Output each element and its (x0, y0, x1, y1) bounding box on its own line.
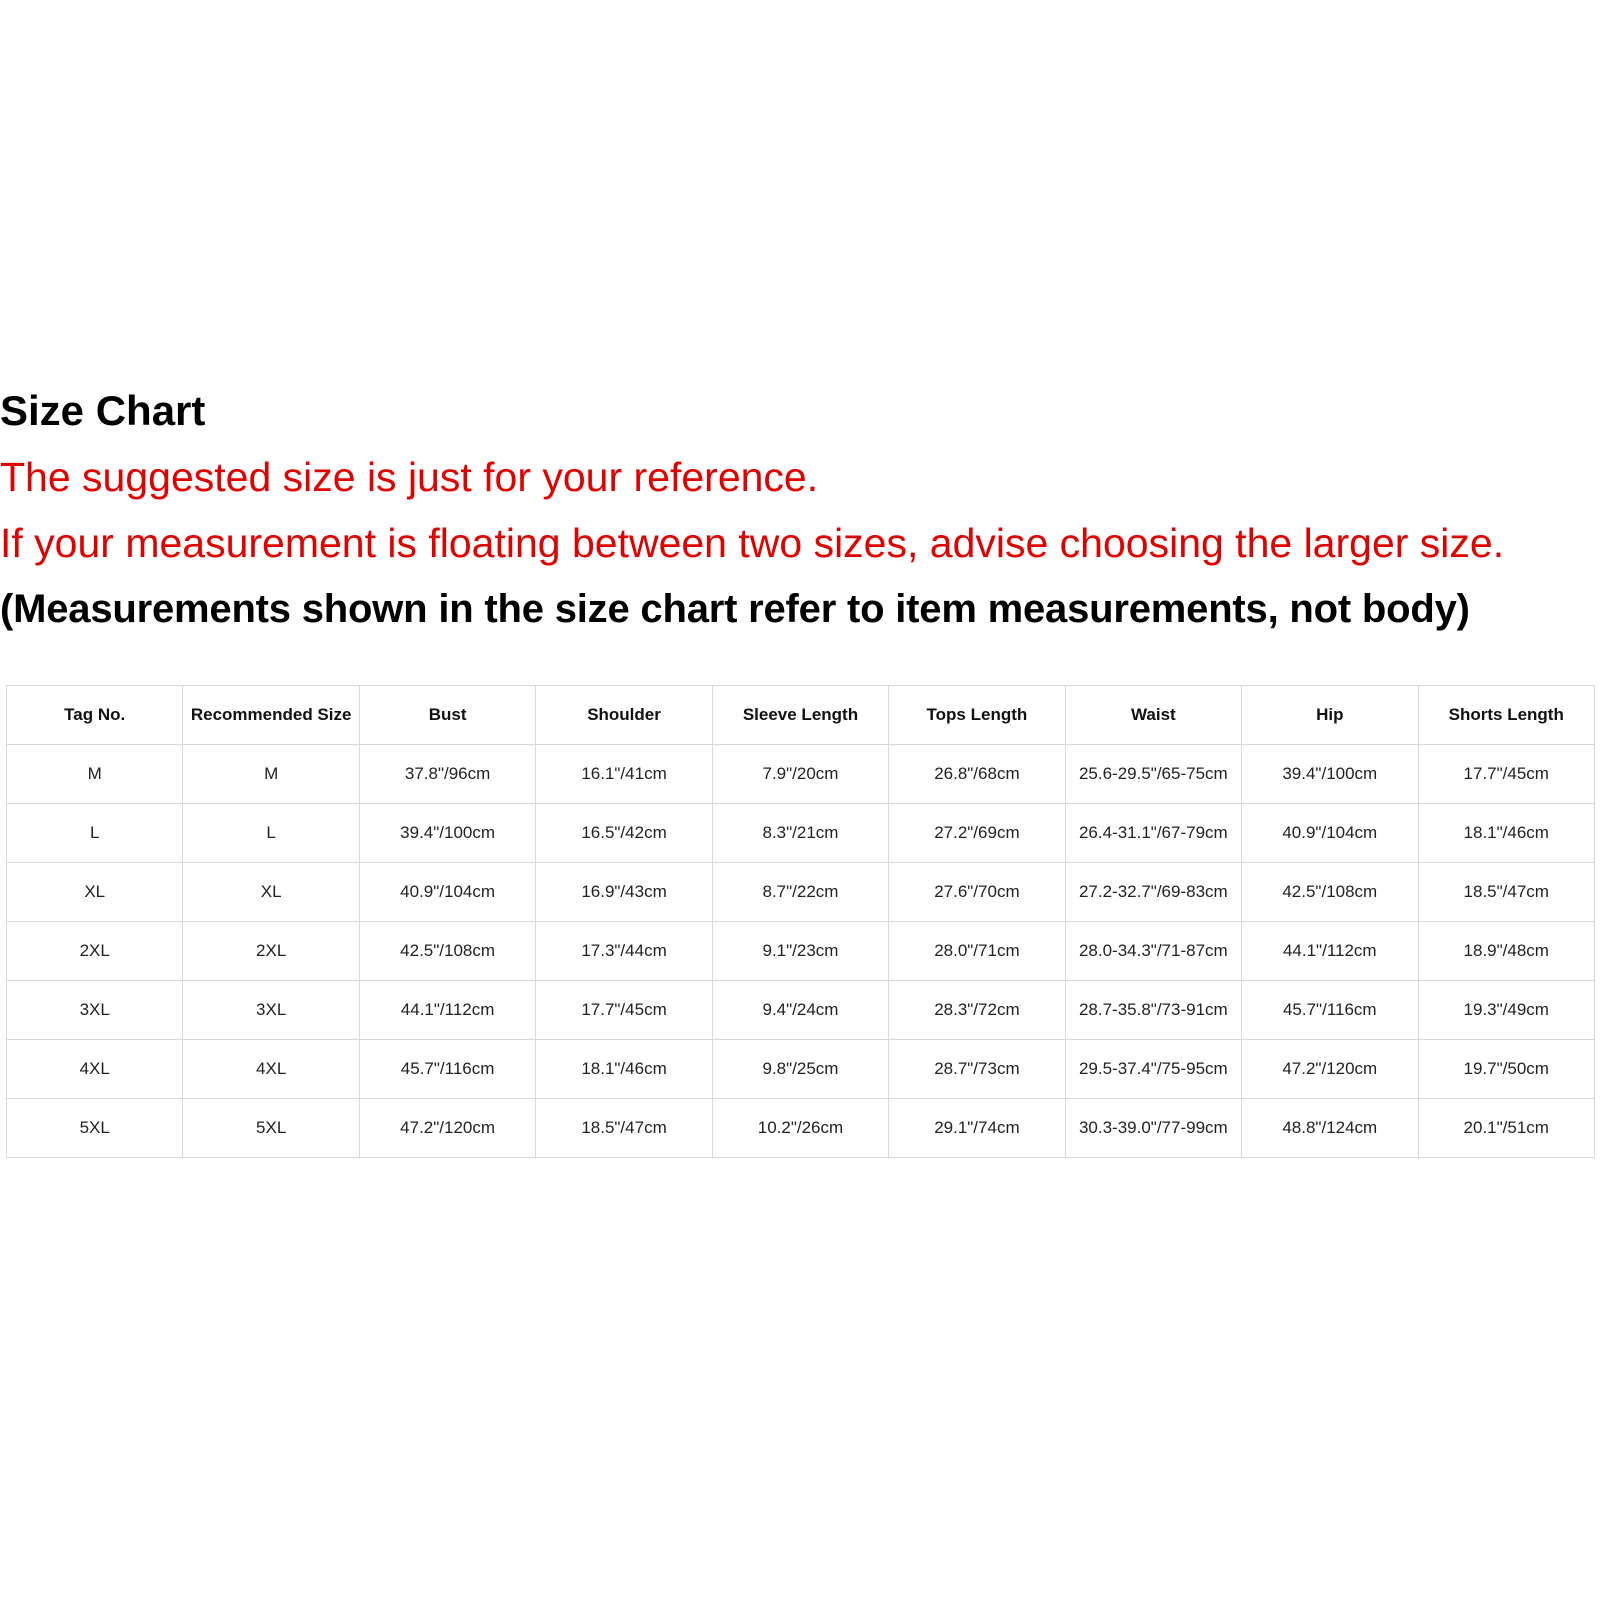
table-cell: 26.8"/68cm (889, 745, 1065, 804)
table-cell: 44.1"/112cm (1242, 922, 1418, 981)
table-cell: 27.2-32.7"/69-83cm (1065, 863, 1241, 922)
size-table-container (6, 685, 1595, 1158)
table-cell: 18.1"/46cm (1418, 804, 1595, 863)
table-cell: 25.6-29.5"/65-75cm (1065, 745, 1241, 804)
table-cell: 26.4-31.1"/67-79cm (1065, 804, 1241, 863)
table-cell: 4XL (7, 1040, 183, 1099)
table-cell: 8.7"/22cm (712, 863, 888, 922)
table-cell: 40.9"/104cm (359, 863, 535, 922)
table-cell: 28.0-34.3"/71-87cm (1065, 922, 1241, 981)
sizing-advice: If your measurement is floating between two sizes, advise choosing the larger size. (0, 520, 1505, 566)
table-cell: XL (183, 863, 359, 922)
table-row (7, 745, 1595, 804)
table-cell: 16.5"/42cm (536, 804, 712, 863)
table-cell: 20.1"/51cm (1418, 1099, 1595, 1158)
table-cell: 27.2"/69cm (889, 804, 1065, 863)
column-header-tops-length: Tops Length (889, 686, 1065, 745)
table-row (7, 804, 1595, 863)
table-cell: 40.9"/104cm (1242, 804, 1418, 863)
table-cell: 42.5"/108cm (1242, 863, 1418, 922)
table-cell: 45.7"/116cm (1242, 981, 1418, 1040)
table-cell: 2XL (183, 922, 359, 981)
table-cell: 39.4"/100cm (1242, 745, 1418, 804)
table-cell: 29.1"/74cm (889, 1099, 1065, 1158)
table-row (7, 1099, 1595, 1158)
table-cell: 8.3"/21cm (712, 804, 888, 863)
table-cell: 28.7-35.8"/73-91cm (1065, 981, 1241, 1040)
table-row (7, 981, 1595, 1040)
column-header-sleeve-length: Sleeve Length (712, 686, 888, 745)
table-cell: 28.7"/73cm (889, 1040, 1065, 1099)
table-cell: 18.5"/47cm (536, 1099, 712, 1158)
table-cell: 47.2"/120cm (1242, 1040, 1418, 1099)
table-cell: M (183, 745, 359, 804)
table-cell: 17.7"/45cm (536, 981, 712, 1040)
table-cell: 28.3"/72cm (889, 981, 1065, 1040)
column-header-bust: Bust (359, 686, 535, 745)
table-cell: 47.2"/120cm (359, 1099, 535, 1158)
table-cell: 17.3"/44cm (536, 922, 712, 981)
table-cell: 9.1"/23cm (712, 922, 888, 981)
table-cell: 18.9"/48cm (1418, 922, 1595, 981)
table-cell: 39.4"/100cm (359, 804, 535, 863)
size-chart-heading (0, 388, 1600, 632)
table-cell: 28.0"/71cm (889, 922, 1065, 981)
table-cell: 5XL (7, 1099, 183, 1158)
table-row (7, 922, 1595, 981)
table-cell: 10.2"/26cm (712, 1099, 888, 1158)
table-cell: 19.7"/50cm (1418, 1040, 1595, 1099)
size-table (6, 685, 1595, 1158)
table-cell: 2XL (7, 922, 183, 981)
column-header-tag-no: Tag No. (7, 686, 183, 745)
table-cell: 9.8"/25cm (712, 1040, 888, 1099)
table-cell: 17.7"/45cm (1418, 745, 1595, 804)
table-cell: 3XL (7, 981, 183, 1040)
table-cell: M (7, 745, 183, 804)
table-cell: 4XL (183, 1040, 359, 1099)
table-cell: 7.9"/20cm (712, 745, 888, 804)
table-cell: 45.7"/116cm (359, 1040, 535, 1099)
table-cell: 27.6"/70cm (889, 863, 1065, 922)
table-cell: 18.1"/46cm (536, 1040, 712, 1099)
table-cell: 44.1"/112cm (359, 981, 535, 1040)
column-header-shoulder: Shoulder (536, 686, 712, 745)
table-cell: 30.3-39.0"/77-99cm (1065, 1099, 1241, 1158)
table-row (7, 1040, 1595, 1099)
table-cell: L (7, 804, 183, 863)
table-cell: 16.9"/43cm (536, 863, 712, 922)
table-cell: XL (7, 863, 183, 922)
column-header-waist: Waist (1065, 686, 1241, 745)
table-cell: 48.8"/124cm (1242, 1099, 1418, 1158)
table-cell: 9.4"/24cm (712, 981, 888, 1040)
table-cell: 5XL (183, 1099, 359, 1158)
page-title: Size Chart (0, 387, 206, 434)
table-cell: 29.5-37.4"/75-95cm (1065, 1040, 1241, 1099)
table-cell: 37.8"/96cm (359, 745, 535, 804)
column-header-shorts-length: Shorts Length (1418, 686, 1595, 745)
table-row (7, 863, 1595, 922)
table-cell: 16.1"/41cm (536, 745, 712, 804)
column-header-recommended-size: Recommended Size (183, 686, 359, 745)
table-cell: 19.3"/49cm (1418, 981, 1595, 1040)
measurement-disclaimer: (Measurements shown in the size chart refer to item measurements, not body) (0, 587, 1470, 631)
column-header-hip: Hip (1242, 686, 1418, 745)
table-cell: 42.5"/108cm (359, 922, 535, 981)
table-header-row (7, 686, 1595, 745)
reference-note: The suggested size is just for your reference. (0, 454, 819, 500)
table-cell: L (183, 804, 359, 863)
table-cell: 18.5"/47cm (1418, 863, 1595, 922)
table-cell: 3XL (183, 981, 359, 1040)
